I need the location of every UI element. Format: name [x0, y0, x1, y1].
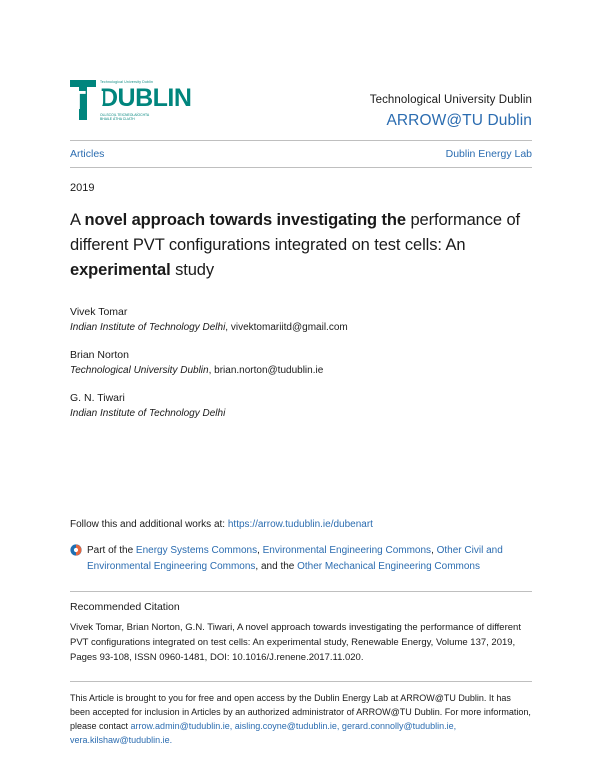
author-institution: Indian Institute of Technology Delhi — [70, 322, 226, 333]
title-part-4: experimental — [70, 261, 171, 279]
discipline-link-environmental-engineering[interactable]: Environmental Engineering Commons — [262, 545, 432, 556]
disciplines-joiner-3: , and the — [255, 561, 298, 572]
title-part-5: study — [170, 261, 215, 279]
page-header — [70, 78, 532, 140]
access-statement — [70, 691, 532, 747]
discipline-link-energy-systems[interactable]: Energy Systems Commons — [135, 545, 258, 556]
author-name: Brian Norton — [70, 349, 129, 361]
author-name: G. N. Tiwari — [70, 392, 125, 404]
author-affiliation: Indian Institute of Technology Delhi, vivektomariitd@gmail.com — [70, 322, 348, 333]
author-email[interactable]: vivektomariitd@gmail.com — [230, 322, 348, 333]
disciplines-joiner-1: , — [257, 545, 263, 556]
logo-bottom-microtext: OLLSCOIL TEICNEOLAÍOCHTA BHAILE ÁTHA CLIATH — [100, 113, 149, 122]
disciplines-prefix: Part of the — [87, 545, 136, 556]
page-title — [70, 208, 532, 283]
title-part-1: A — [70, 211, 85, 229]
follow-link[interactable]: https://arrow.tudublin.ie/dubenart — [227, 519, 373, 530]
authors-list — [70, 305, 532, 421]
title-part-3: performance of different PVT configurations integrated on test cells: An — [70, 211, 521, 254]
author-entry — [70, 305, 532, 335]
divider-above-citation — [70, 591, 532, 592]
contact-emails-link[interactable]: arrow.admin@tudublin.ie, aisling.coyne@tudublin.ie, gerard.connolly@tudublin.ie, vera.kilshaw@tudublin.ie. — [70, 721, 457, 745]
author-institution: Indian Institute of Technology Delhi — [70, 408, 226, 419]
disciplines-line — [70, 543, 532, 575]
follow-line — [70, 517, 532, 533]
logo-text — [100, 80, 191, 122]
breadcrumb-collection[interactable]: Articles — [70, 148, 105, 160]
author-institution: Technological University Dublin — [70, 365, 209, 376]
logo-letter: TU — [70, 85, 105, 115]
divider-above-footer — [70, 681, 532, 682]
tu-logo-mark-icon — [70, 80, 105, 120]
logo-wordmark: DUBLIN — [100, 84, 192, 113]
logo-top-microtext: Technological University Dublin — [100, 79, 154, 85]
university-name: Technological University Dublin — [369, 94, 532, 106]
tu-dublin-logo — [70, 78, 191, 122]
author-name: Vivek Tomar — [70, 306, 128, 318]
author-email[interactable]: brian.norton@tudublin.ie — [214, 365, 324, 376]
discipline-link-other-civil-environmental[interactable]: Other Civil and Environmental Engineering Commons — [87, 545, 503, 572]
commons-logo-icon — [70, 544, 82, 556]
divider-below-breadcrumb — [70, 167, 532, 168]
author-entry — [70, 391, 532, 421]
publication-year: 2019 — [70, 182, 95, 194]
header-titles — [370, 78, 532, 130]
access-statement-text: This Article is brought to you for free and open access by the Dublin Energy Lab at ARROW@TU Dublin. It has been accepted for inclusion in Articles by an authorized administrator of ARROW@TU Dublin. For more information, please contact — [70, 693, 531, 731]
author-affiliation: Technological University Dublin, brian.norton@tudublin.ie — [70, 365, 324, 376]
follow-label: Follow this and additional works at: — [70, 519, 228, 530]
recommended-citation-text: Vivek Tomar, Brian Norton, G.N. Tiwari, A novel approach towards investigating the performance of different PVT configurations integrated on test cells: An experimental study, Renewable Energy, Volume 137, 2019, Pages 93-108, ISSN 0960-1481, DOI: 10.1016/J.renene.2017.11.020. — [70, 622, 521, 663]
title-part-2: novel approach towards investigating the — [84, 211, 406, 229]
recommended-citation-heading: Recommended Citation — [70, 601, 180, 613]
discipline-link-other-mechanical[interactable]: Other Mechanical Engineering Commons — [297, 561, 480, 572]
breadcrumb — [70, 141, 532, 167]
author-entry — [70, 348, 532, 378]
disciplines-joiner-2: , — [431, 545, 437, 556]
repository-name[interactable]: ARROW@TU Dublin — [386, 112, 532, 129]
breadcrumb-series[interactable]: Dublin Energy Lab — [445, 148, 532, 160]
author-affiliation — [70, 406, 532, 421]
document-content — [70, 78, 532, 747]
